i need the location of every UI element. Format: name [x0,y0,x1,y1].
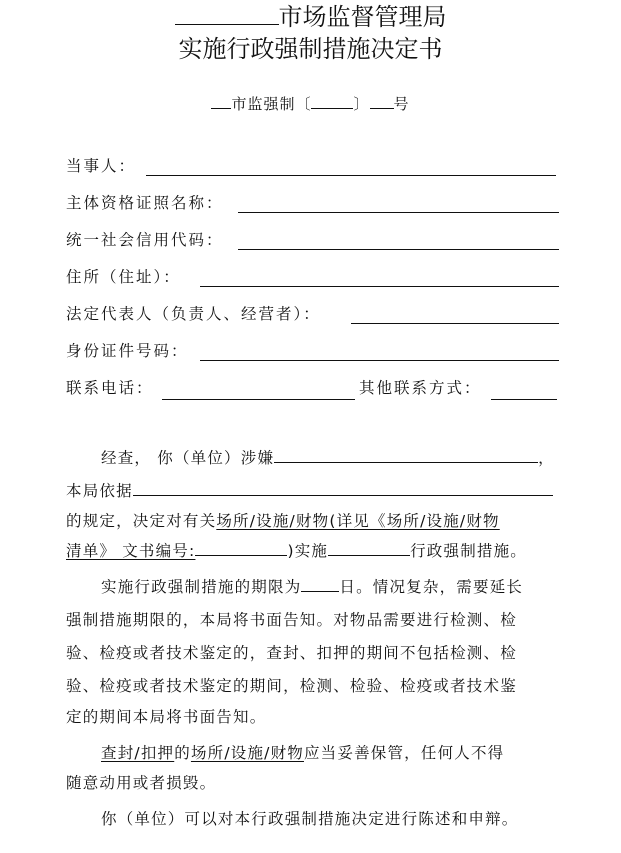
authority-suffix: 市场监督管理局 [278,3,447,31]
field-other-contact-label: 其他联系方式： [359,379,482,397]
doc-number-suffix: 号 [393,95,410,113]
doc-number-bracket: 〕 [353,95,370,113]
body-p1-line1 [101,441,555,476]
field-entity-name-line[interactable] [238,212,559,213]
body-text: 行政强制措施。 [410,542,528,560]
body-text: 应当妥善保管，任何人不得 [303,744,505,762]
body-p2-line4: 验、检疫或者技术鉴定的期间，检测、检验、检疫或者技术鉴 [66,677,517,695]
field-address-line[interactable] [200,286,559,287]
body-text: 日。情况复杂，需要延长 [339,578,524,596]
field-other-contact-line[interactable] [491,399,557,400]
body-p2-line1 [101,570,523,605]
issuing-authority-title [0,2,621,32]
document-number [0,92,621,114]
authority-name-blank[interactable] [175,2,279,25]
body-p1-line4 [66,534,527,569]
doc-number-prefix-blank[interactable] [211,92,231,109]
doc-number-seq-blank[interactable] [370,92,394,109]
measure-type-blank[interactable] [328,537,410,556]
field-address-label: 住所（住址）： [66,268,181,286]
body-p2-line5: 定的期间本局将书面告知。 [66,708,267,726]
field-party-line[interactable] [146,175,556,176]
body-text-underlined: 清单》 文书编号: [66,542,196,560]
period-days-blank[interactable] [301,573,339,592]
violation-blank[interactable] [274,444,538,463]
doc-ref-blank[interactable] [195,537,287,556]
body-text: ， [538,449,555,467]
field-entity-name-label: 主体资格证照名称： [66,194,224,212]
body-p3-line2: 随意动用或者损毁。 [66,774,217,792]
body-text: 的 [174,744,191,762]
field-credit-code-label: 统一社会信用代码： [66,231,224,249]
body-text-underlined: 场所/设施/财物 [190,744,304,762]
body-text: 经查， [101,449,152,467]
field-phone-line[interactable] [162,399,355,400]
body-text-underlined: 场所/设施/财物(详见《场所/设施/财物 [216,512,500,530]
doc-number-label: 市监强制〔 [231,95,312,113]
body-text-underlined: 查封/扣押 [101,744,175,762]
body-p2-line2: 强制措施期限的，本局将书面告知。对物品需要进行检测、检 [66,611,517,629]
legal-basis-blank[interactable] [133,477,553,496]
body-text: 实施行政强制措施的期限为 [101,578,302,596]
field-party-label: 当事人： [66,157,137,175]
field-credit-code-line[interactable] [238,249,559,250]
body-text: )实施 [287,542,329,560]
body-p4-line1: 你（单位）可以对本行政强制措施决定进行陈述和申辩。 [101,810,519,828]
field-id-number-label: 身份证件号码： [66,342,189,360]
doc-number-year-blank[interactable] [311,92,353,109]
field-id-number-line[interactable] [200,360,559,361]
body-text: 本局依据 [66,482,133,500]
body-text: 的规定，决定对有关 [66,512,217,530]
field-legal-rep-line[interactable] [351,323,559,324]
field-legal-rep-label: 法定代表人（负责人、经营者）： [66,305,321,323]
document-title: 实施行政强制措施决定书 [178,35,443,63]
body-text: 你（单位）涉嫌 [157,449,275,467]
body-p2-line3: 验、检疫或者技术鉴定的，查封、扣押的期间不包括检测、检 [66,644,517,662]
field-phone-label: 联系电话： [66,379,154,397]
